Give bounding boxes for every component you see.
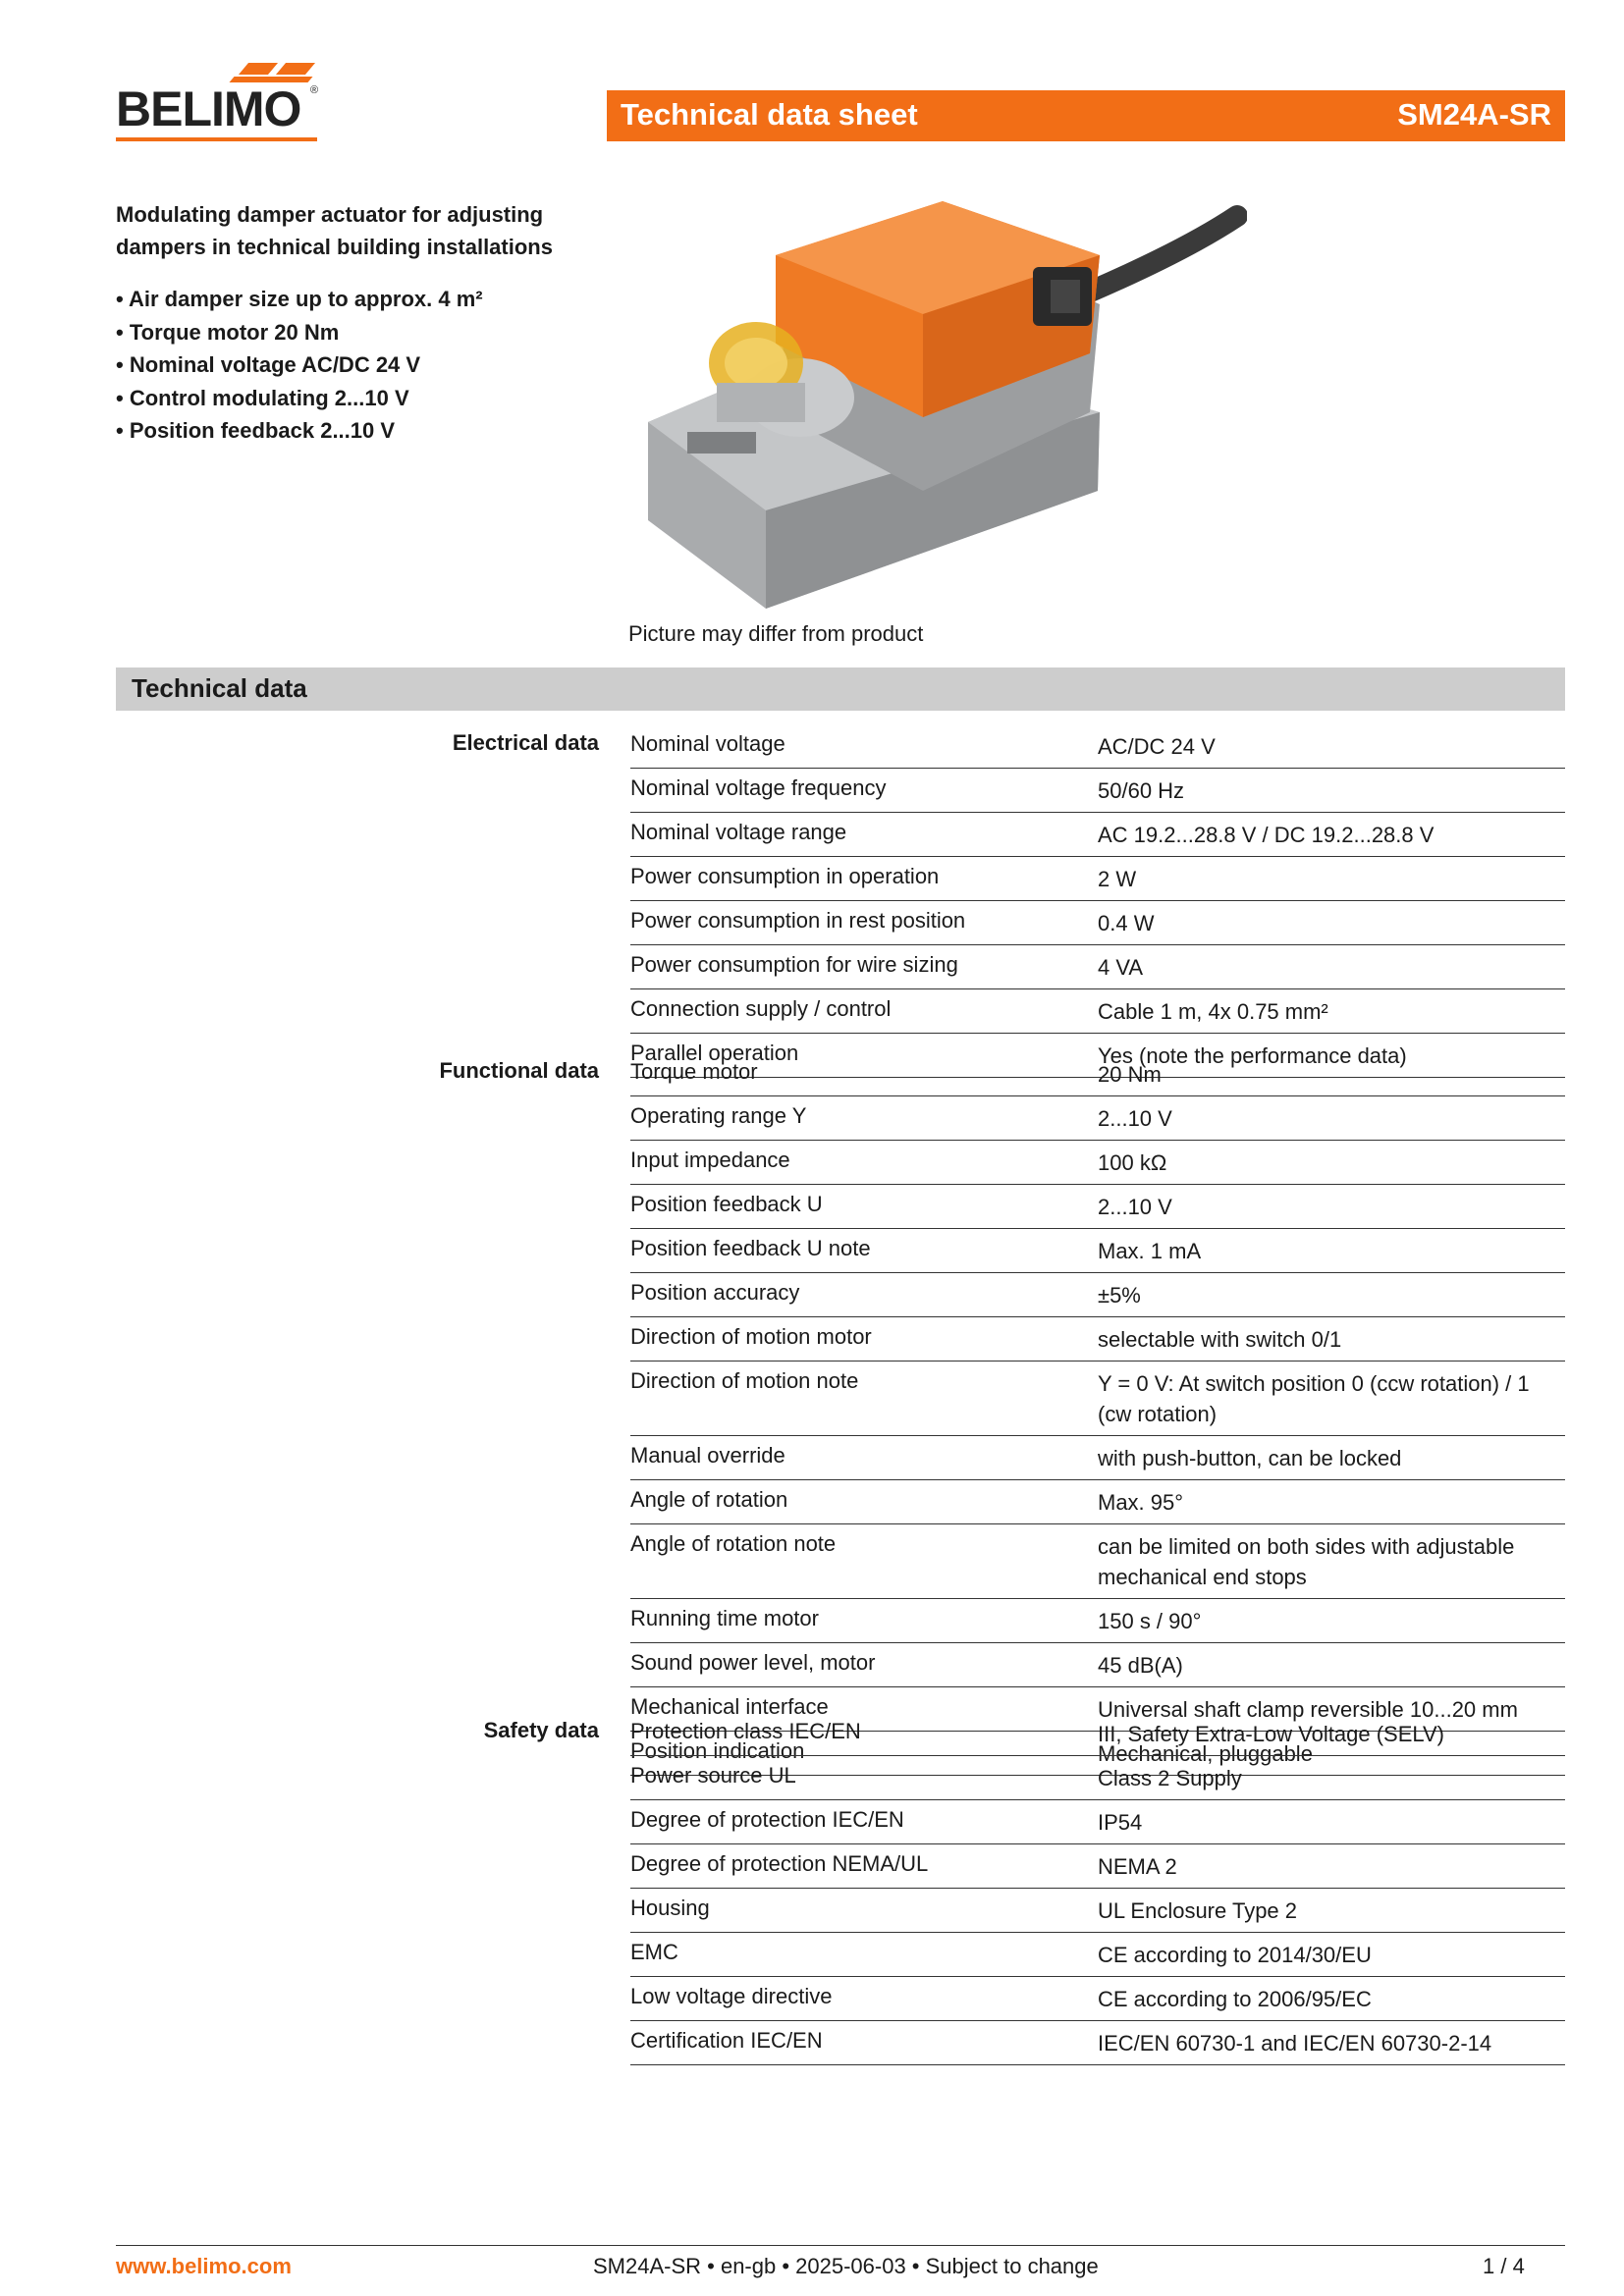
table-row	[630, 1712, 1565, 1756]
row-value: Y = 0 V: At switch position 0 (ccw rotation) / 1 (cw rotation)	[1098, 1371, 1530, 1426]
row-key: Position indication	[630, 1738, 805, 1763]
row-value: 100 kΩ	[1098, 1150, 1167, 1175]
row-value: 50/60 Hz	[1098, 778, 1185, 803]
table-row	[630, 769, 1565, 813]
table-row	[630, 1480, 1565, 1524]
header-bar	[607, 90, 1565, 141]
table-row	[630, 1800, 1565, 1844]
table-row	[630, 857, 1565, 901]
table-row	[630, 1141, 1565, 1185]
row-key: Nominal voltage frequency	[630, 775, 887, 800]
electrical-data-table	[630, 724, 1565, 1078]
table-row	[630, 1362, 1565, 1436]
row-value: Cable 1 m, 4x 0.75 mm²	[1098, 999, 1328, 1024]
group-label-safety: Safety data	[483, 1718, 599, 1742]
row-value: selectable with switch 0/1	[1098, 1327, 1342, 1352]
description-line: Modulating damper actuator for adjusting	[116, 202, 544, 227]
row-key: Connection supply / control	[630, 996, 892, 1021]
row-value: IEC/EN 60730-1 and IEC/EN 60730-2-14	[1098, 2031, 1492, 2056]
picture-caption: Picture may differ from product	[628, 621, 924, 646]
section-title: Technical data	[132, 673, 307, 703]
row-key: Housing	[630, 1896, 710, 1920]
table-row	[630, 1273, 1565, 1317]
row-key: Direction of motion motor	[630, 1324, 872, 1349]
website-link[interactable]: www.belimo.com	[116, 2254, 292, 2278]
row-key: Position accuracy	[630, 1280, 800, 1305]
logo-text: BELIMO	[116, 81, 301, 136]
table-row	[630, 1524, 1565, 1599]
table-row	[630, 901, 1565, 945]
footer-info: SM24A-SR • en-gb • 2025-06-03 • Subject to change	[593, 2254, 1099, 2278]
row-value: 0.4 W	[1098, 911, 1155, 935]
table-row	[630, 989, 1565, 1034]
row-key: Parallel operation	[630, 1041, 799, 1065]
table-row	[630, 1643, 1565, 1687]
table-row	[630, 2021, 1565, 2065]
row-key: Sound power level, motor	[630, 1650, 876, 1675]
feature-item: • Air damper size up to approx. 4 m²	[116, 283, 587, 316]
row-value: Max. 95°	[1098, 1490, 1184, 1515]
document-title: Technical data sheet	[621, 97, 918, 132]
feature-item: • Torque motor 20 Nm	[116, 316, 587, 349]
row-key: Degree of protection NEMA/UL	[630, 1851, 929, 1876]
row-value: with push-button, can be locked	[1098, 1446, 1402, 1470]
row-key: Low voltage directive	[630, 1984, 833, 2008]
safety-data-table	[630, 1712, 1565, 2065]
table-row	[630, 813, 1565, 857]
table-row	[630, 1599, 1565, 1643]
row-value: III, Safety Extra-Low Voltage (SELV)	[1098, 1722, 1444, 1746]
row-value: 2 W	[1098, 867, 1137, 891]
table-row	[630, 1933, 1565, 1977]
row-key: Power consumption in operation	[630, 864, 940, 888]
row-value: CE according to 2006/95/EC	[1098, 1987, 1372, 2011]
row-value: UL Enclosure Type 2	[1098, 1898, 1298, 1923]
row-key: Mechanical interface	[630, 1694, 829, 1719]
product-image	[628, 196, 1247, 618]
row-key: Degree of protection IEC/EN	[630, 1807, 904, 1832]
functional-data-table	[630, 1052, 1565, 1776]
row-value: Mechanical, pluggable	[1098, 1741, 1313, 1766]
row-key: Manual override	[630, 1443, 785, 1468]
table-row	[630, 724, 1565, 769]
row-key: Nominal voltage range	[630, 820, 847, 844]
row-value: AC/DC 24 V	[1098, 734, 1216, 759]
table-row	[630, 1096, 1565, 1141]
table-row	[630, 1756, 1565, 1800]
table-row	[630, 945, 1565, 989]
row-value: 2...10 V	[1098, 1106, 1172, 1131]
row-key: Angle of rotation note	[630, 1531, 837, 1556]
row-key: Running time motor	[630, 1606, 819, 1630]
table-row	[630, 1436, 1565, 1480]
table-row	[630, 1229, 1565, 1273]
section-header	[116, 667, 1565, 711]
row-key: Power consumption for wire sizing	[630, 952, 958, 977]
row-value: IP54	[1098, 1810, 1143, 1835]
feature-list	[116, 283, 587, 448]
row-value: Universal shaft clamp reversible 10...20 mm	[1098, 1697, 1518, 1722]
row-key: Power source UL	[630, 1763, 796, 1788]
description-line: dampers in technical building installations	[116, 235, 553, 259]
row-value: 4 VA	[1098, 955, 1144, 980]
product-description	[116, 198, 587, 263]
row-key: Certification IEC/EN	[630, 2028, 823, 2053]
feature-item: • Nominal voltage AC/DC 24 V	[116, 348, 587, 382]
row-value: CE according to 2014/30/EU	[1098, 1943, 1372, 1967]
belimo-logo: BELIMO ®	[116, 59, 322, 147]
row-value: NEMA 2	[1098, 1854, 1177, 1879]
footer-divider	[116, 2245, 1565, 2246]
feature-item: • Position feedback 2...10 V	[116, 414, 587, 448]
table-row	[630, 1844, 1565, 1889]
model-number: SM24A-SR	[1397, 97, 1551, 132]
row-value: 20 Nm	[1098, 1062, 1162, 1087]
row-key: Power consumption in rest position	[630, 908, 966, 933]
row-value: 45 dB(A)	[1098, 1653, 1183, 1678]
row-key: Torque motor	[630, 1059, 758, 1084]
row-value: ±5%	[1098, 1283, 1141, 1308]
row-value: AC 19.2...28.8 V / DC 19.2...28.8 V	[1098, 823, 1435, 847]
group-label-electrical: Electrical data	[452, 730, 599, 755]
row-key: Direction of motion note	[630, 1368, 859, 1393]
page-number: 1 / 4	[1483, 2254, 1525, 2278]
feature-item: • Control modulating 2...10 V	[116, 382, 587, 415]
row-value: Class 2 Supply	[1098, 1766, 1242, 1790]
row-key: Nominal voltage	[630, 731, 785, 756]
table-row	[630, 1317, 1565, 1362]
row-value: can be limited on both sides with adjustable mechanical end stops	[1098, 1534, 1515, 1589]
row-value: Max. 1 mA	[1098, 1239, 1202, 1263]
row-key: EMC	[630, 1940, 678, 1964]
row-key: Position feedback U	[630, 1192, 823, 1216]
row-key: Input impedance	[630, 1148, 790, 1172]
row-key: Operating range Y	[630, 1103, 807, 1128]
row-value: 150 s / 90°	[1098, 1609, 1202, 1633]
group-label-functional: Functional data	[439, 1058, 599, 1083]
row-value: 2...10 V	[1098, 1195, 1172, 1219]
row-key: Protection class IEC/EN	[630, 1719, 861, 1743]
table-row	[630, 1977, 1565, 2021]
table-row	[630, 1185, 1565, 1229]
table-row	[630, 1052, 1565, 1096]
table-row	[630, 1889, 1565, 1933]
row-key: Position feedback U note	[630, 1236, 871, 1260]
row-value: Yes (note the performance data)	[1098, 1043, 1407, 1068]
row-key: Angle of rotation	[630, 1487, 788, 1512]
